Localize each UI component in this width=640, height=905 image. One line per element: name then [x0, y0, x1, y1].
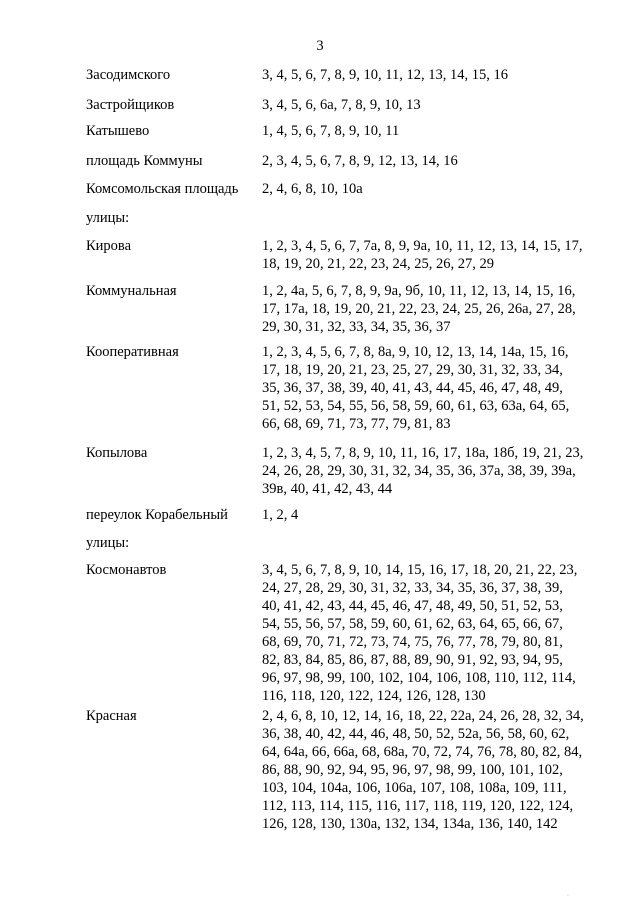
street-entry [86, 66, 616, 84]
street-entry [86, 707, 616, 833]
house-numbers-line: 40, 41, 42, 43, 44, 45, 46, 47, 48, 49, 50, 51, 52, 53, [262, 598, 563, 614]
house-numbers-line: 64, 64а, 66, 66а, 68, 68а, 70, 72, 74, 76, 78, 80, 82, 84, [262, 744, 583, 760]
house-numbers-line: 1, 2, 4 [262, 507, 299, 523]
house-numbers-line: 2, 3, 4, 5, 6, 7, 8, 9, 12, 13, 14, 16 [262, 153, 458, 169]
street-name: площадь Коммуны [86, 153, 203, 169]
house-numbers-line: 24, 26, 28, 29, 30, 31, 32, 34, 35, 36, 37а, 38, 39, 39а, [262, 463, 576, 479]
street-entry [86, 96, 616, 114]
street-entry [86, 444, 616, 498]
house-numbers [262, 282, 616, 336]
street-entry [86, 343, 616, 433]
section-heading: улицы: [86, 210, 130, 226]
house-numbers [262, 561, 616, 705]
house-numbers-line: 36, 38, 40, 42, 44, 46, 48, 50, 52, 52а, 56, 58, 60, 62, [262, 726, 570, 742]
house-numbers-line: 2, 4, 6, 8, 10, 12, 14, 16, 18, 22, 22а, 24, 26, 28, 32, 34, [262, 708, 584, 724]
house-numbers [262, 180, 616, 198]
house-numbers-line: 112, 113, 114, 115, 116, 117, 118, 119, 120, 122, 124, [262, 798, 574, 814]
house-numbers-line: 96, 97, 98, 99, 100, 102, 104, 106, 108, 110, 112, 114, [262, 670, 576, 686]
street-entry [86, 506, 616, 524]
house-numbers-line: 1, 2, 3, 4, 5, 6, 7, 7а, 8, 9, 9а, 10, 11, 12, 13, 14, 15, 17, [262, 238, 583, 254]
section-heading: улицы: [86, 535, 130, 551]
house-numbers-line: 18, 19, 20, 21, 22, 23, 24, 25, 26, 27, 29 [262, 256, 494, 272]
scan-mark: · [567, 893, 569, 899]
street-name: Кирова [86, 238, 132, 254]
house-numbers-line: 82, 83, 84, 85, 86, 87, 88, 89, 90, 91, 92, 93, 94, 95, [262, 652, 563, 668]
house-numbers [262, 152, 616, 170]
house-numbers [262, 237, 616, 273]
street-name: Копылова [86, 445, 148, 461]
house-numbers-line: 29, 30, 31, 32, 33, 34, 35, 36, 37 [262, 319, 451, 335]
house-numbers-line: 1, 2, 3, 4, 5, 7, 8, 9, 10, 11, 16, 17, 18а, 18б, 19, 21, 23, [262, 445, 584, 461]
house-numbers-line: 66, 68, 69, 71, 73, 77, 79, 81, 83 [262, 416, 451, 432]
house-numbers-line: 116, 118, 120, 122, 124, 126, 128, 130 [262, 688, 486, 704]
house-numbers-line: 24, 27, 28, 29, 30, 31, 32, 33, 34, 35, 36, 37, 38, 39, [262, 580, 563, 596]
street-name: Красная [86, 708, 137, 724]
house-numbers-line: 3, 4, 5, 6, 6а, 7, 8, 9, 10, 13 [262, 97, 421, 113]
house-numbers-line: 17, 17а, 18, 19, 20, 21, 22, 23, 24, 25, 26, 26а, 27, 28, [262, 301, 576, 317]
house-numbers-line: 17, 18, 19, 20, 21, 23, 25, 27, 29, 30, 31, 32, 33, 34, [262, 362, 563, 378]
house-numbers-line: 1, 2, 3, 4, 5, 6, 7, 8, 8а, 9, 10, 12, 13, 14, 14а, 15, 16, [262, 344, 569, 360]
street-name: Кооперативная [86, 344, 179, 360]
house-numbers-line: 3, 4, 5, 6, 7, 8, 9, 10, 11, 12, 13, 14, 15, 16 [262, 67, 508, 83]
street-name: Катышево [86, 123, 150, 139]
street-entry [86, 282, 616, 336]
street-name: Засодимского [86, 67, 171, 83]
street-entry [86, 152, 616, 170]
house-numbers-line: 35, 36, 37, 38, 39, 40, 41, 43, 44, 45, 46, 47, 48, 49, [262, 380, 563, 396]
house-numbers [262, 343, 616, 433]
house-numbers-line: 1, 2, 4а, 5, 6, 7, 8, 9, 9а, 9б, 10, 11, 12, 13, 14, 15, 16, [262, 283, 576, 299]
page-number: 3 [316, 38, 324, 54]
street-entry [86, 180, 616, 198]
house-numbers [262, 122, 616, 140]
house-numbers-line: 86, 88, 90, 92, 94, 95, 96, 97, 98, 99, 100, 101, 102, [262, 762, 563, 778]
house-numbers-line: 39в, 40, 41, 42, 43, 44 [262, 481, 393, 497]
house-numbers [262, 506, 616, 524]
house-numbers-line: 1, 4, 5, 6, 7, 8, 9, 10, 11 [262, 123, 400, 139]
house-numbers-line: 51, 52, 53, 54, 55, 56, 58, 59, 60, 61, 63, 63а, 64, 65, [262, 398, 570, 414]
house-numbers [262, 96, 616, 114]
street-name: Комсомольская площадь [86, 181, 239, 197]
street-entry [86, 237, 616, 273]
house-numbers-line: 126, 128, 130, 130а, 132, 134, 134а, 136, 140, 142 [262, 816, 558, 832]
house-numbers [262, 707, 616, 833]
house-numbers [262, 444, 616, 498]
house-numbers-line: 68, 69, 70, 71, 72, 73, 74, 75, 76, 77, 78, 79, 80, 81, [262, 634, 563, 650]
house-numbers-line: 2, 4, 6, 8, 10, 10а [262, 181, 363, 197]
street-name: Застройщиков [86, 97, 175, 113]
house-numbers-line: 103, 104, 104а, 106, 106а, 107, 108, 108а, 109, 111, [262, 780, 567, 796]
street-name: переулок Корабельный [86, 507, 228, 523]
street-name: Коммунальная [86, 283, 177, 299]
street-entry [86, 561, 616, 705]
house-numbers [262, 66, 616, 84]
street-entry [86, 122, 616, 140]
street-name: Космонавтов [86, 562, 167, 578]
house-numbers-line: 54, 55, 56, 57, 58, 59, 60, 61, 62, 63, 64, 65, 66, 67, [262, 616, 563, 632]
house-numbers-line: 3, 4, 5, 6, 7, 8, 9, 10, 14, 15, 16, 17, 18, 20, 21, 22, 23, [262, 562, 578, 578]
